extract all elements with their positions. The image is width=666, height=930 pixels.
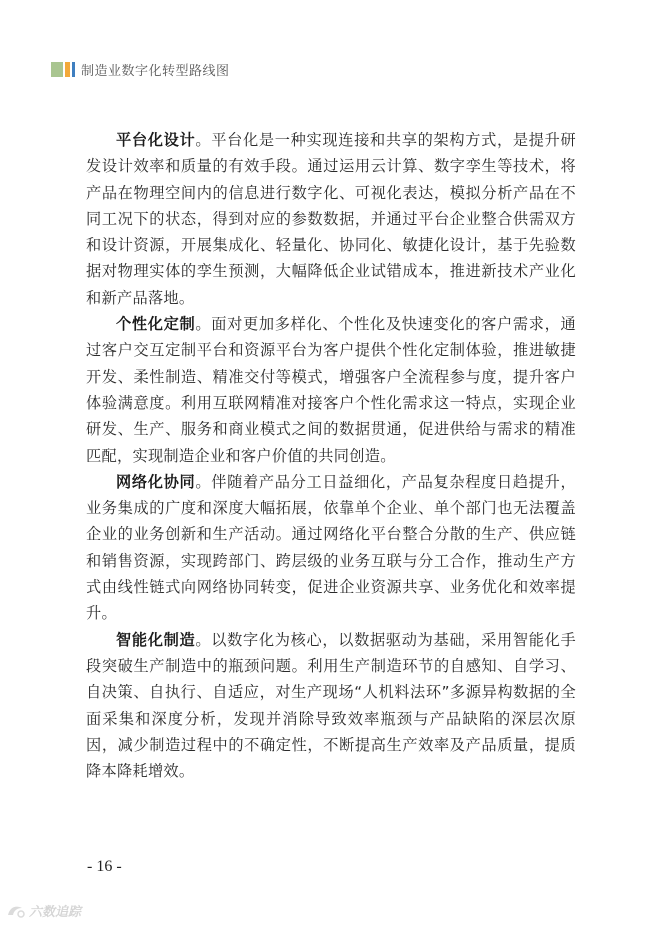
header-mark-green [51,62,63,77]
paragraph-text: 。以数字化为核心，以数据驱动为基础，采用智能化手段突破生产制造中的瓶颈问题。利用生产制造环节的自感知、自学习、自决策、自执行、自适应，对生产现场“人机料法环”多源异构数据的全面采集和深度分析，发现并消除导致效率瓶颈与产品缺陷的深层次原因，减少制造过程中的不确定性，不断提高生产效率及产品质量，提质降本降耗增效。 [86,630,577,781]
watermark-logo-icon [6,903,26,919]
header-color-marks [51,62,75,77]
paragraph-lead: 网络化协同 [116,472,196,491]
paragraph-intelligent-manufacturing [86,627,576,785]
running-header [51,61,230,77]
paragraph-text: 。平台化是一种实现连接和共享的架构方式，是提升研发设计效率和质量的有效手段。通过运用云计算、数字孪生等技术，将产品在物理空间内的信息进行数字化、可视化表达，模拟分析产品在不同工况下的状态，得到对应的参数数据，并通过平台企业整合供需双方和设计资源，开展集成化、轻量化、协同化、敏捷化设计，基于先验数据对物理实体的孪生预测，大幅降低企业试错成本，推进新技术产业化和新产品落地。 [86,131,577,307]
watermark [6,901,81,920]
paragraph-lead: 平台化设计 [116,131,196,149]
body-text [86,127,576,784]
watermark-text: 六数追踪 [29,905,82,920]
page-number: - 16 - [87,858,122,875]
paragraph-lead: 个性化定制 [116,315,196,334]
paragraph-lead: 智能化制造 [116,630,196,649]
header-title: 制造业数字化转型路线图 [81,63,230,79]
header-mark-blue [72,62,75,77]
header-mark-orange [65,62,70,77]
paragraph-networked-collaboration [86,469,576,627]
paragraph-text: 。面对更加多样化、个性化及快速变化的客户需求，通过客户交互定制平台和资源平台为客户提供个性化定制体验，推进敏捷开发、柔性制造、精准交付等模式，增强客户全流程参与度，提升客户体验满意度。利用互联网精准对接客户个性化需求这一特点，实现企业研发、生产、服务和商业模式之间的数据贯通，促进供给与需求的精准匹配，实现制造企业和客户价值的共同创造。 [86,315,577,465]
paragraph-platform-design [86,127,576,311]
paragraph-text: 。伴随着产品分工日益细化，产品复杂程度日趋提升，业务集成的广度和深度大幅拓展，依靠单个企业、单个部门也无法覆盖企业的业务创新和生产活动。通过网络化平台整合分散的生产、供应链和销售资源，实现跨部门、跨层级的业务互联与分工合作，推动生产方式由线性链式向网络协同转变，促进企业资源共享、业务优化和效率提升。 [86,472,577,623]
paragraph-personalized-customization [86,311,576,469]
